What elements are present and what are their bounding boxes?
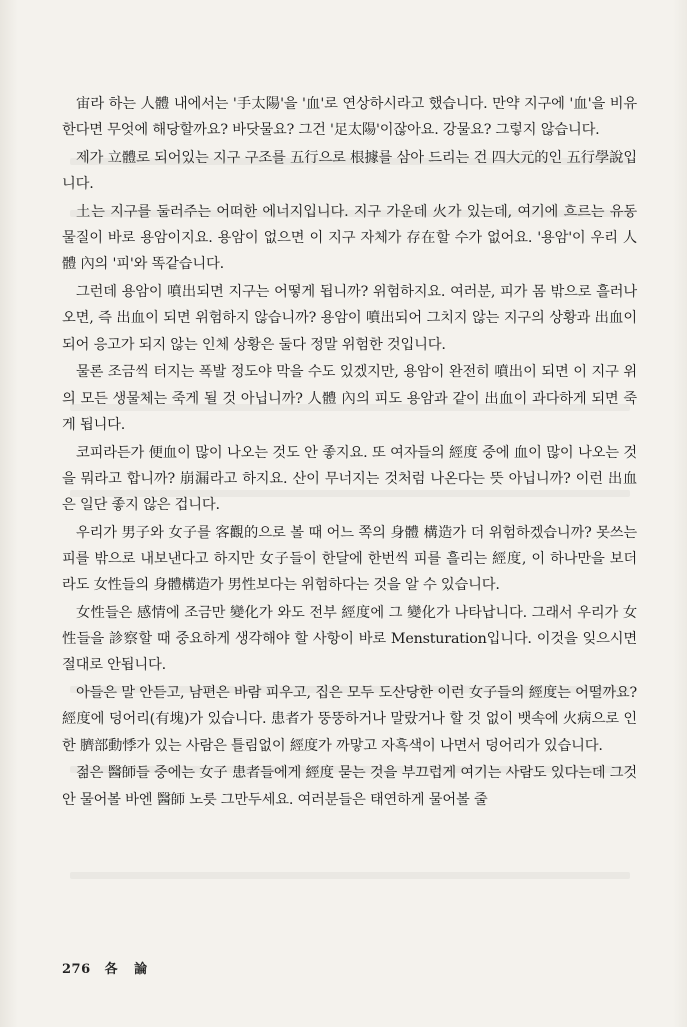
page-footer <box>62 958 153 977</box>
paragraph: 제가 立體로 되어있는 지구 구조를 五行으로 根據를 삼아 드리는 건 四大元的인 五行學說입니다. <box>62 150 637 193</box>
paragraph: 그런데 용암이 噴出되면 지구는 어떻게 됩니까? 위험하지요. 여러분, 피가 몸 밖으로 흘러나오면, 즉 出血이 되면 위험하지 않습니까? 용암이 噴出되어 그치지 않는 지구의 상황과 出血이 되어 응고가 되지 않는 인체 상황은 둘다 정말 위험한 것입니다. <box>62 284 637 353</box>
paragraph: 女性들은 感情에 조금만 變化가 와도 전부 經度에 그 變化가 나타납니다. 그래서 우리가 女性들을 診察할 때 중요하게 생각해야 할 사항이 바로 Mensturation입니다. 이것을 잊으시면 절대로 안됩니다. <box>62 605 637 674</box>
paragraph: 아들은 말 안듣고, 남편은 바람 피우고, 집은 모두 도산당한 이런 女子들의 經度는 어떨까요? 經度에 덩어리(有塊)가 있습니다. 患者가 뚱뚱하거나 말랐거나 할 것 없이 뱃속에 火病으로 인한 臍部動悸가 있는 사람은 틀림없이 經度가 까맣고 자흑색이 나면서 덩어리가 있습니다. <box>62 685 637 754</box>
paragraph: 물론 조금씩 터지는 폭발 정도야 막을 수도 있겠지만, 용암이 완전히 噴出이 되면 이 지구 위의 모든 생물체는 죽게 될 것 아닙니까? 人體 內의 피도 용암과 같이 出血이 과다하게 되면 죽게 됩니다. <box>62 364 637 433</box>
paragraph: 宙라 하는 人體 내에서는 '手太陽'을 '血'로 연상하시라고 했습니다. 만약 지구에 '血'을 비유한다면 무엇에 해당할까요? 바닷물요? 그건 '足太陽'이잖아요. 강물요? 그렇지 않습니다. <box>62 96 637 139</box>
bleed-through-line <box>70 872 630 879</box>
paragraph: 젊은 醫師들 중에는 女子 患者들에게 經度 묻는 것을 부끄럽게 여기는 사람도 있다는데 그것 안 물어볼 바엔 醫師 노릇 그만두세요. 여러분들은 태연하게 물어볼 줄 <box>62 765 637 808</box>
section-title: 各 論 <box>104 962 154 977</box>
paragraph: 우리가 男子와 女子를 客觀的으로 볼 때 어느 쪽의 身體 構造가 더 위험하겠습니까? 못쓰는 피를 밖으로 내보낸다고 하지만 女子들이 한달에 한번씩 피를 흘리는 經度, 이 하나만을 보더라도 女性들의 身體構造가 男性보다는 위험하다는 것을 알 수 있습니다. <box>62 524 637 594</box>
paragraph: 코피라든가 便血이 많이 나오는 것도 안 좋지요. 또 여자들의 經度 중에 血이 많이 나오는 것을 뭐라고 합니까? 崩漏라고 하지요. 산이 무너지는 것처럼 나온다는 뜻 아닙니까? 이런 出血은 일단 좋지 않은 겁니다. <box>62 444 637 514</box>
page-number: 276 <box>62 962 91 977</box>
paragraph: 土는 지구를 둘러주는 어떠한 에너지입니다. 지구 가운데 火가 있는데, 여기에 흐르는 유동물질이 바로 용암이지요. 용암이 없으면 이 지구 자체가 存在할 수가 없어요. '용암'이 우리 人體 內의 '피'와 똑같습니다. <box>62 204 637 273</box>
body-text <box>62 91 637 814</box>
